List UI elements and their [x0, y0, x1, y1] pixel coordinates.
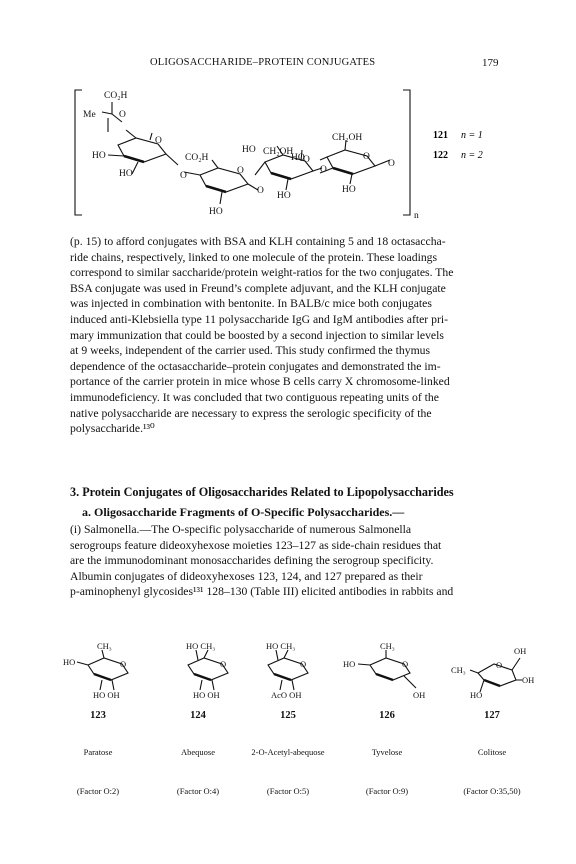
- co2h-label-2: CO₂H: [185, 153, 209, 163]
- sugar-124-factor: (Factor O:4): [176, 786, 220, 796]
- sugar-125-number: 125: [280, 710, 296, 721]
- link-o-label-2: O: [257, 186, 264, 196]
- sugar-126-factor: (Factor O:9): [365, 786, 409, 796]
- sugar-125-factor: (Factor O:5): [266, 786, 310, 796]
- ring-4-o-label: O: [363, 152, 370, 162]
- ho-label-6: HO: [291, 153, 305, 163]
- paragraph-1-line: polysaccharide.¹³⁰: [70, 422, 155, 436]
- paragraph-1-line: BSA conjugate was used in Freund’s complete adjuvant, and the KLH conjugate: [70, 281, 446, 295]
- sugar-125-name: 2-O-Acetyl-abequose: [251, 747, 325, 757]
- sugar-127-number: 127: [484, 710, 500, 721]
- sugar-124-number: 124: [190, 710, 206, 721]
- page-header: [0, 57, 576, 73]
- sugar-123-name: Paratose: [83, 747, 113, 757]
- paragraph-1-line: dependence of the octasaccharide–protein conjugates and demonstrated the im-: [70, 359, 441, 373]
- link-o-label-1: O: [180, 171, 187, 181]
- ho-label-3: HO: [209, 207, 223, 217]
- oligosaccharide-structure-scheme: [0, 80, 576, 220]
- ring-2-o-label: O: [237, 166, 244, 176]
- body-paragraph-1: [70, 234, 510, 437]
- subsection-heading: a. Oligosaccharide Fragments of O-Specific Polysaccharides.—: [82, 505, 405, 519]
- s124-ho-oh-label: HO OH: [193, 690, 220, 700]
- sugar-124-name: Abequose: [181, 747, 215, 757]
- s123-ho-oh-label: HO OH: [93, 690, 120, 700]
- s126-oh-label: OH: [413, 690, 426, 700]
- ho-label-7: HO: [342, 185, 356, 195]
- paragraph-1-line: was injected in combination with bentonite. In BALB/c mice both conjugates: [70, 297, 432, 311]
- paragraph-2-line: serogroups feature dideoxyhexose moieties 123–127 as side-chain residues that: [70, 538, 442, 552]
- paragraph-2-line: Albumin conjugates of dideoxyhexoses 123, 124, and 127 prepared as their: [70, 569, 423, 583]
- s123-ch3-label: CH₃: [97, 641, 112, 651]
- s127-oh-top-label: OH: [514, 646, 527, 656]
- ring-3-o-label: O: [303, 155, 310, 165]
- sugar-127-name: Colitose: [477, 747, 507, 757]
- me-label: Me: [83, 110, 96, 120]
- sugar-127-factor: (Factor O:35,50): [463, 786, 521, 796]
- paragraph-1-line: correspond to similar saccharide/protein weight-ratios for the two conjugates. The: [70, 266, 454, 280]
- s127-oh-label: OH: [522, 675, 535, 685]
- compound-121-number: 121: [433, 130, 448, 141]
- s125-o-label: O: [300, 659, 307, 669]
- paragraph-1-line: mary immunization that could be boosted by a second injection to similar levels: [70, 328, 444, 342]
- body-paragraph-2: [70, 522, 510, 600]
- paragraph-2-line: are the immunodominant monosaccharides defining the serogroup specificity.: [70, 554, 434, 568]
- running-head: OLIGOSACCHARIDE–PROTEIN CONJUGATES: [150, 57, 376, 68]
- ho-label-2: HO: [119, 169, 133, 179]
- ho-label-4: HO: [242, 145, 256, 155]
- compound-121-n: n = 1: [461, 130, 483, 141]
- page-number: 179: [482, 57, 499, 69]
- sugar-126-number: 126: [379, 710, 395, 721]
- paragraph-2-line: (i) Salmonella.—The O-specific polysaccharide of numerous Salmonella: [70, 523, 412, 536]
- s123-o-label: O: [120, 659, 127, 669]
- ch2oh-label-1: CH₂OH: [263, 147, 294, 157]
- compound-122-number: 122: [433, 150, 448, 161]
- left-bracket: [75, 90, 82, 215]
- paragraph-1-line: induced anti-Klebsiella type 11 polysaccharide IgG and IgM antibodies after pri-: [70, 312, 448, 326]
- repeat-n-label: n: [414, 211, 419, 220]
- ho-label-5: HO: [277, 191, 291, 201]
- paragraph-1-line: (p. 15) to afford conjugates with BSA and KLH containing 5 and 18 octasaccha-: [70, 235, 446, 248]
- right-bracket: [403, 90, 410, 215]
- s126-ho-label: HO: [343, 659, 356, 669]
- paragraph-1-line: portance of the carrier protein in mice whose B cells carry X chromosome-linked: [70, 375, 450, 389]
- sugar-123-factor: (Factor O:2): [76, 786, 120, 796]
- s125-ho-ch3-label: HO CH₃: [266, 641, 296, 651]
- paragraph-1-line: immunodeficiency. It was concluded that two contiguous repeating units of the: [70, 390, 439, 404]
- s124-ho-ch3-label: HO CH₃: [186, 641, 216, 651]
- section-heading: 3. Protein Conjugates of Oligosaccharides Related to Lipopolysaccharides: [70, 485, 454, 499]
- paragraph-1-line: at 9 weeks, independent of the carrier used. This study confirmed the thymus: [70, 344, 431, 358]
- sugar-123-number: 123: [90, 710, 106, 721]
- sugar-126-name: Tyvelose: [371, 747, 403, 757]
- ring-1-o-label: O: [155, 136, 162, 146]
- co2h-top-label: CO₂H: [104, 91, 128, 101]
- s127-o-label: O: [496, 660, 503, 670]
- dideoxyhexose-structures: [0, 640, 576, 710]
- s124-o-label: O: [220, 659, 227, 669]
- paragraph-1-line: native polysaccharide are necessary to express the serologic specificity of the: [70, 406, 432, 420]
- s126-o-label: O: [402, 659, 409, 669]
- link-o-label-3: O: [320, 165, 327, 175]
- paragraph-2-line: p-aminophenyl glycosides¹³¹ 128–130 (Table III) elicited antibodies in rabbits and: [70, 585, 454, 599]
- s125-aco-oh-label: AcO OH: [271, 690, 302, 700]
- s126-ch3-label: CH₃: [380, 641, 395, 651]
- ch2oh-label-2: CH₂OH: [332, 133, 363, 143]
- s127-ho-label: HO: [470, 690, 483, 700]
- link-o-label-4: O: [388, 159, 395, 169]
- ho-label-1: HO: [92, 151, 106, 161]
- ketal-o-label: O: [119, 110, 126, 120]
- s123-ho-label: HO: [63, 657, 76, 667]
- s127-ch3-label: CH₃: [451, 665, 466, 675]
- paragraph-1-line: ride chains, respectively, linked to one molecule of the protein. These loadings: [70, 250, 438, 264]
- compound-122-n: n = 2: [461, 150, 483, 161]
